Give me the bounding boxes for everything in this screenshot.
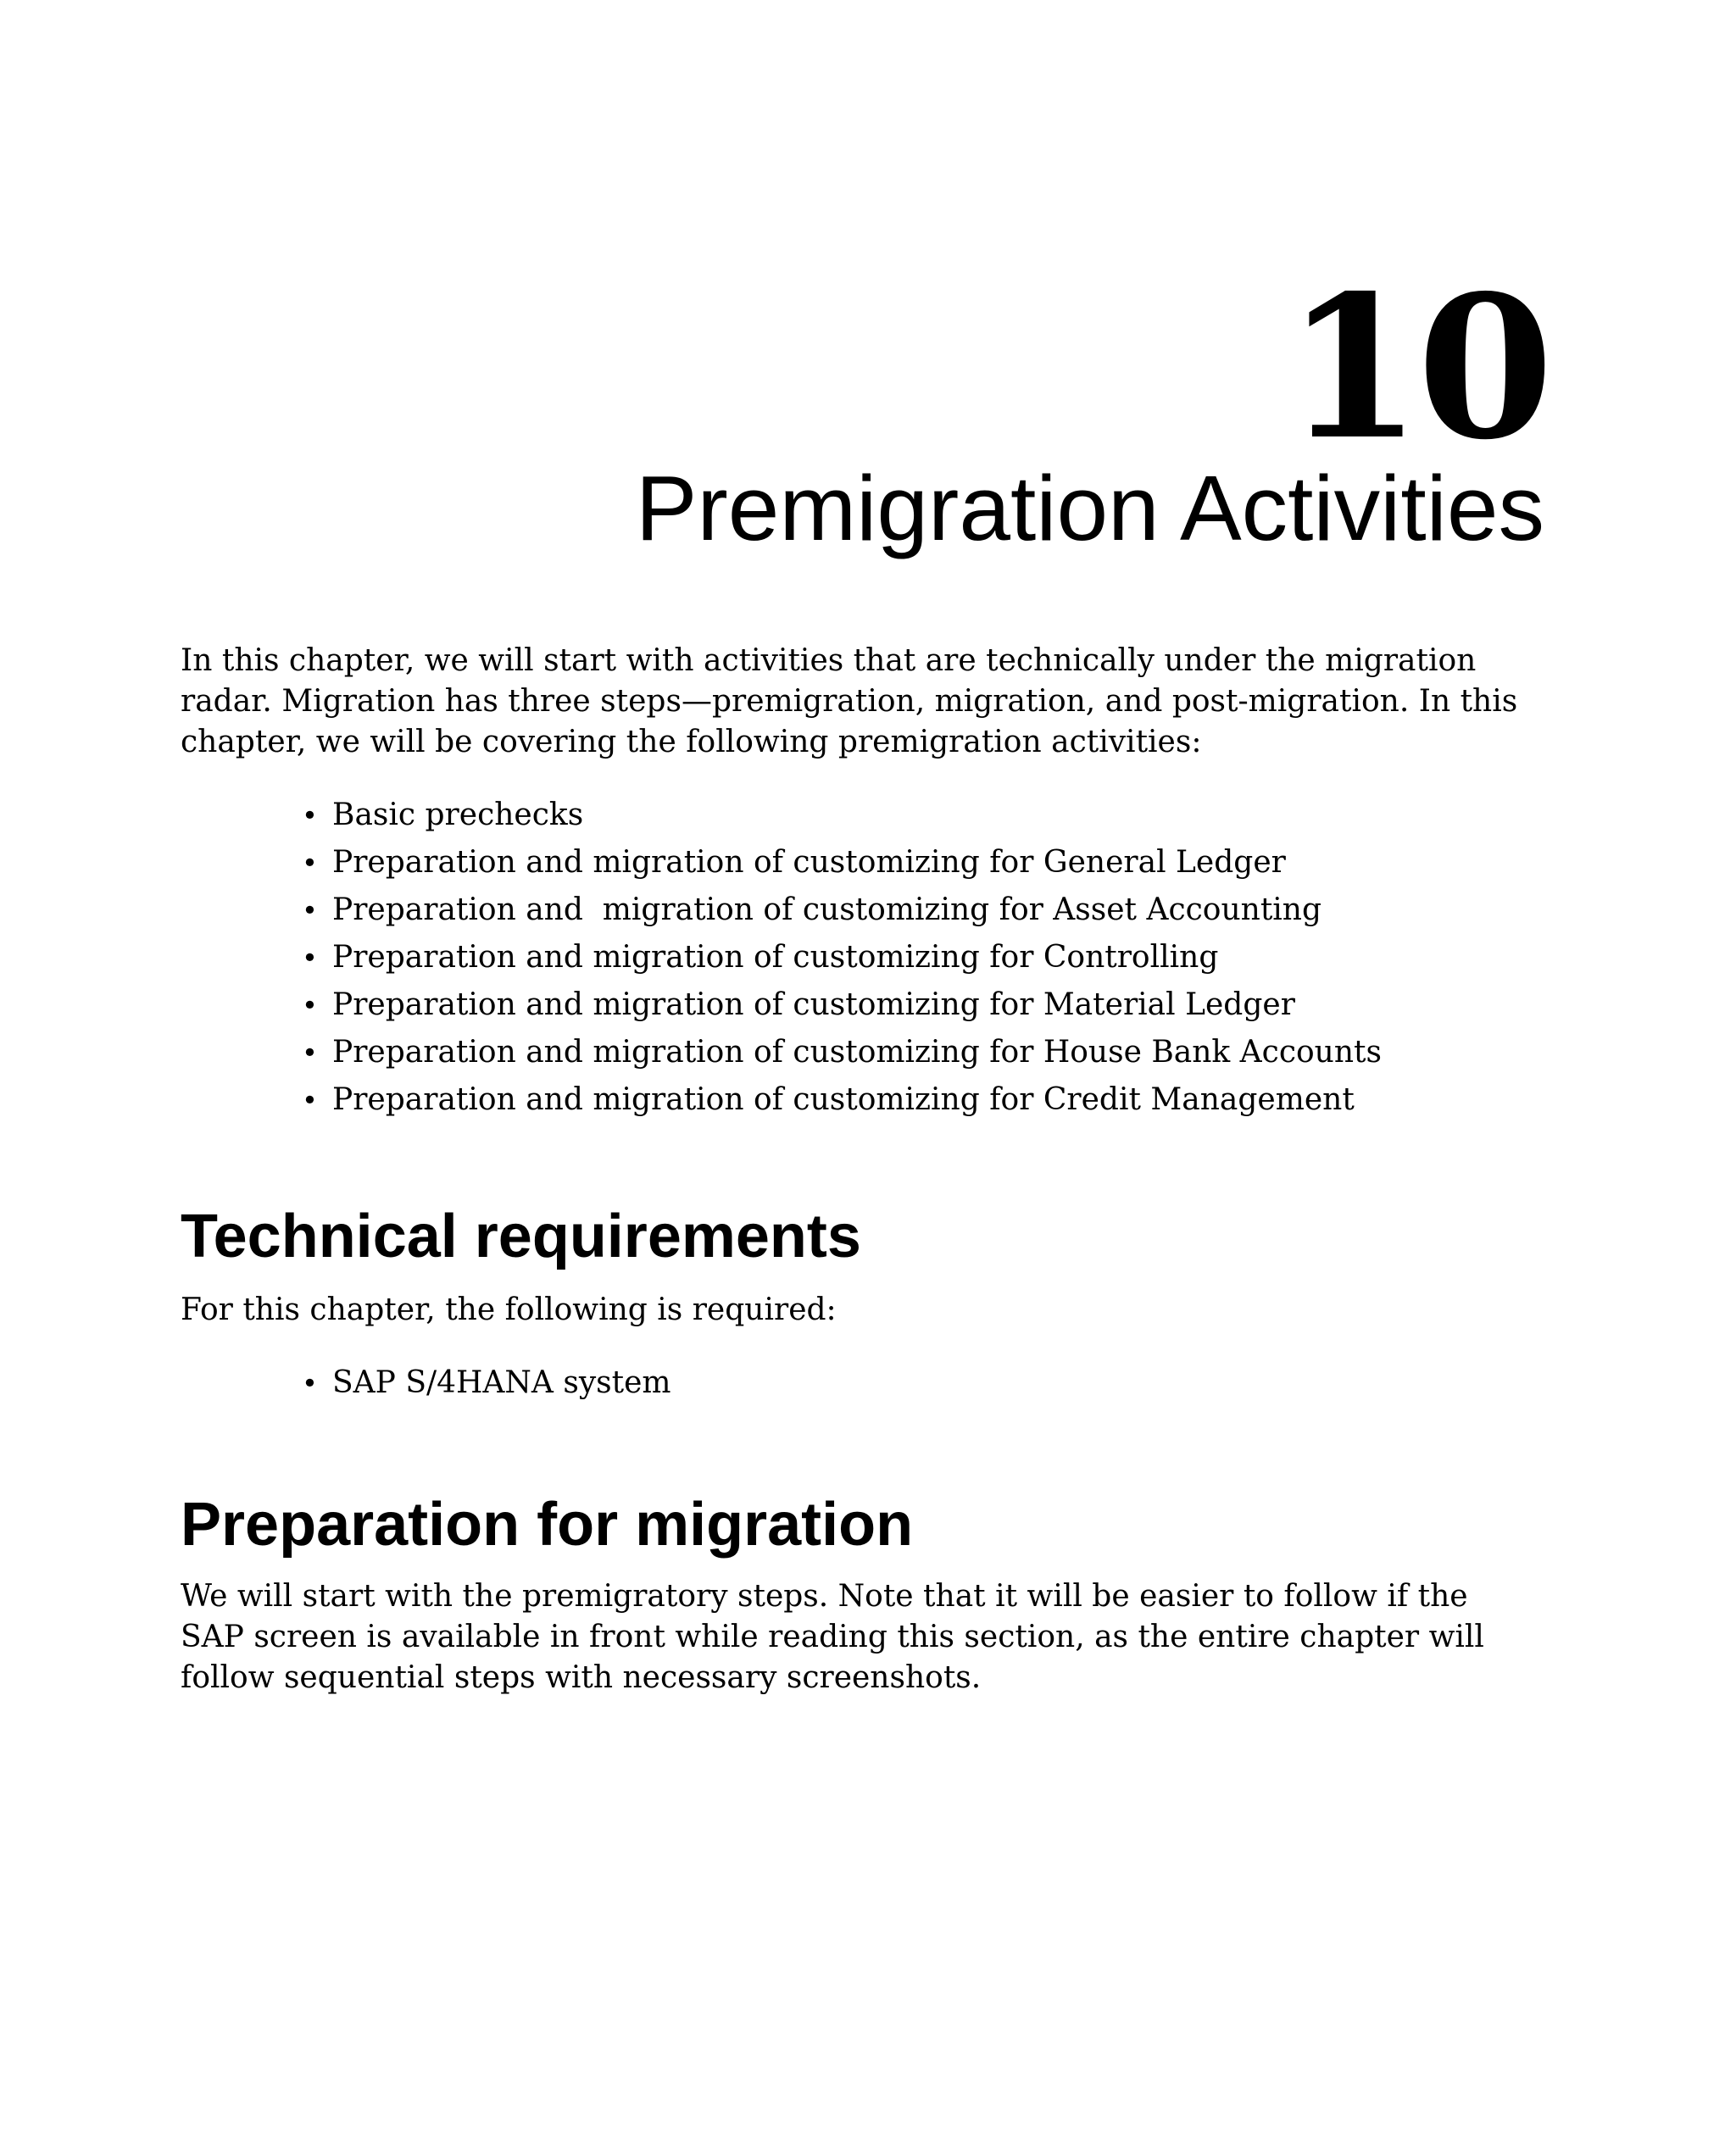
- list-item-text: Preparation and migration of customizing for Credit Management: [332, 1082, 1355, 1117]
- chapter-title: Premigration Activities: [635, 457, 1544, 560]
- list-item: [302, 981, 1382, 1029]
- list-item-text: Preparation and migration of customizing for Controlling: [332, 940, 1219, 975]
- preparation-heading: Preparation for migration: [181, 1491, 914, 1559]
- premigration-activities-list: [302, 792, 1382, 1124]
- list-item: [302, 1076, 1382, 1124]
- bullet-icon: •: [302, 1037, 318, 1069]
- list-item: [302, 1029, 1382, 1076]
- list-item-text: SAP S/4HANA system: [332, 1365, 671, 1400]
- list-item: [302, 792, 1382, 839]
- list-item-text: Preparation and migration of customizing for General Ledger: [332, 845, 1286, 880]
- bullet-icon: •: [302, 942, 318, 974]
- list-item-text: Basic prechecks: [332, 798, 584, 832]
- list-item: [302, 934, 1382, 981]
- bullet-icon: •: [302, 989, 318, 1021]
- list-item-text: Preparation and migration of customizing for Asset Accounting: [332, 892, 1322, 927]
- intro-paragraph: In this chapter, we will start with activities that are technically under the migration radar. Migration has three steps—premigration, migration, and post-migration. In this chapter, we will be covering the following premigration activities:: [181, 643, 1518, 759]
- bullet-icon: •: [302, 1084, 318, 1116]
- bullet-icon: •: [302, 1367, 318, 1399]
- preparation-paragraph: We will start with the premigratory steps. Note that it will be easier to follow if the SAP screen is available in front while reading this section, as the entire chapter will follow sequential steps with necessary screenshots.: [181, 1579, 1484, 1695]
- list-item-text: Preparation and migration of customizing for House Bank Accounts: [332, 1035, 1382, 1070]
- bullet-icon: •: [302, 894, 318, 926]
- technical-requirements-list: [302, 1359, 671, 1407]
- list-item: [302, 839, 1382, 887]
- list-item: [302, 1359, 671, 1407]
- technical-requirements-paragraph: For this chapter, the following is required:: [181, 1292, 837, 1327]
- technical-requirements-heading: Technical requirements: [181, 1203, 861, 1270]
- list-item-text: Preparation and migration of customizing for Material Ledger: [332, 987, 1295, 1022]
- chapter-number: 10: [1285, 252, 1549, 483]
- bullet-icon: •: [302, 799, 318, 831]
- bullet-icon: •: [302, 847, 318, 879]
- list-item: [302, 887, 1382, 934]
